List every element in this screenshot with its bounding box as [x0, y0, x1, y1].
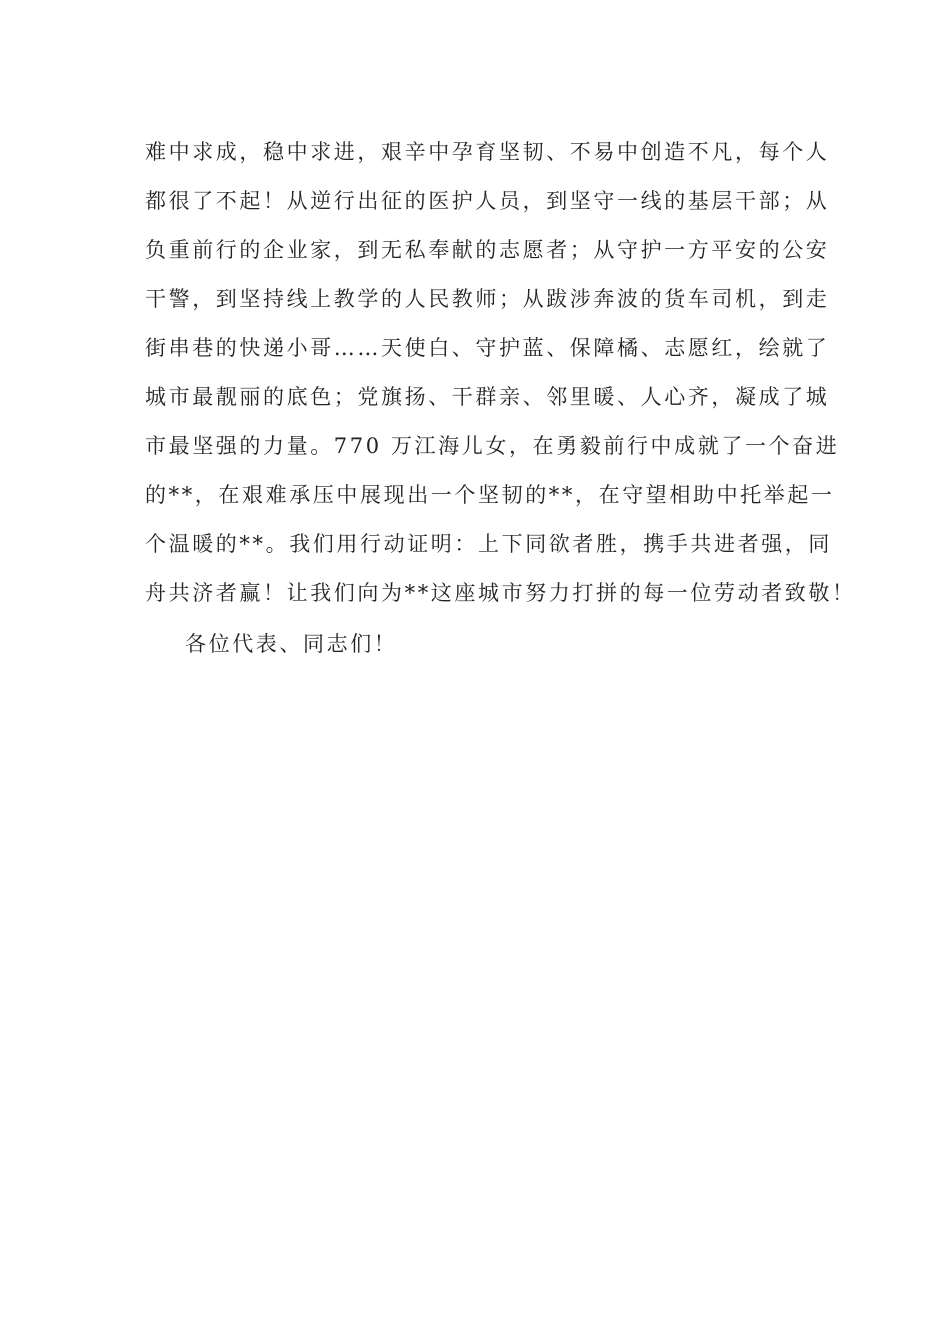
paragraph-line: 舟共济者赢！让我们向为**这座城市努力打拼的每一位劳动者致敬！: [145, 581, 856, 605]
paragraph-1: [145, 128, 856, 618]
document-body: [145, 128, 856, 669]
paragraph-line: 市最坚强的力量。770 万江海儿女，在勇毅前行中成就了一个奋进: [145, 434, 840, 458]
paragraph-line: 城市最靓丽的底色；党旗扬、干群亲、邻里暖、人心齐，凝成了城: [145, 385, 830, 409]
paragraph-line: 的**，在艰难承压中展现出一个坚韧的**，在守望相助中托举起一: [145, 483, 835, 507]
paragraph-line: 负重前行的企业家，到无私奉献的志愿者；从守护一方平安的公安: [145, 238, 830, 262]
paragraph-line: 街串巷的快递小哥……天使白、守护蓝、保障橘、志愿红，绘就了: [145, 336, 830, 360]
paragraph-line: 难中求成，稳中求进，艰辛中孕育坚韧、不易中创造不凡，每个人: [145, 140, 830, 164]
paragraph-line: 个温暖的**。我们用行动证明：上下同欲者胜，携手共进者强，同: [145, 532, 832, 556]
paragraph-line: 干警，到坚持线上教学的人民教师；从跋涉奔波的货车司机，到走: [145, 287, 830, 311]
paragraph-2: 各位代表、同志们！: [185, 632, 398, 656]
paragraph-line: 都很了不起！从逆行出征的医护人员，到坚守一线的基层干部；从: [145, 189, 830, 213]
